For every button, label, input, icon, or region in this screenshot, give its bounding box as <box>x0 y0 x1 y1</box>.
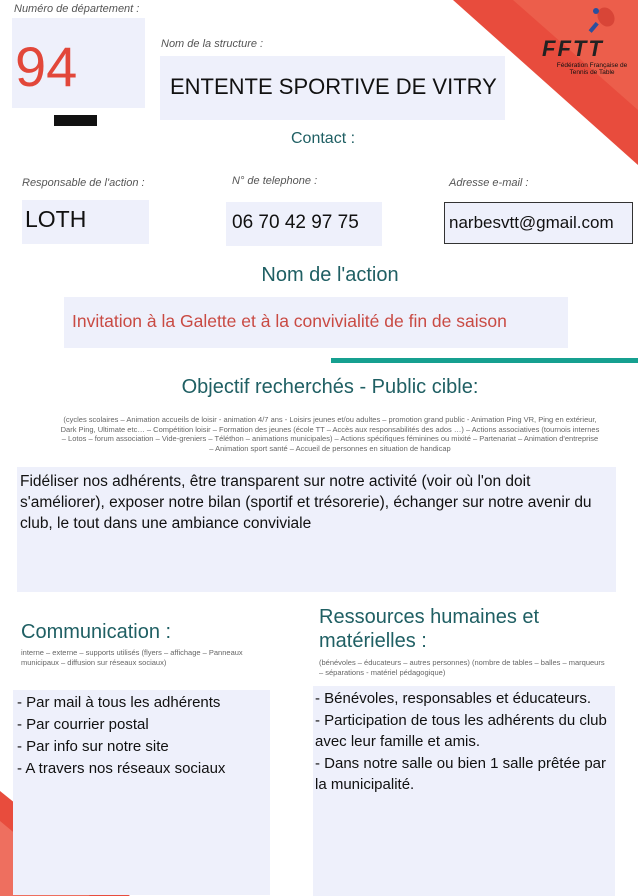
list-item: - Par mail à tous les adhérents <box>17 694 221 711</box>
contact-heading: Contact : <box>291 130 356 147</box>
structure-value: ENTENTE SPORTIVE DE VITRY <box>170 74 497 99</box>
divider-bar <box>331 358 638 363</box>
phone-label: N° de telephone : <box>232 175 318 187</box>
logo-subtitle: Fédération Française de Tennis de Table <box>556 62 628 76</box>
communication-field[interactable] <box>13 690 270 895</box>
objectif-hint: (cycles scolaires – Animation accueils de loisir - animation 4/7 ans - Loisirs jeunes et/ou adultes – promotion grand public - Animation Ping VR, Ping en extérieur, Dark Ping, Ultimate etc… – Compétition loisir – Formation des jeunes (école TT – Accès aux responsabilités des ados …) – Actions associatives (tournois internes – Lotos – forum association – Vide-greniers – Téléthon – animations municipales) – Actions spécifiques féminines ou mixité – Partenariat – Animation d'entreprise – Animation sport santé – Accueil de personnes en situation de handicap <box>60 415 600 453</box>
list-item: - Par courrier postal <box>17 716 149 733</box>
structure-label: Nom de la structure : <box>161 38 264 50</box>
email-label: Adresse e-mail : <box>449 177 529 189</box>
responsable-label: Responsable de l'action : <box>22 177 145 189</box>
communication-hint: interne – externe – supports utilisés (flyers – affichage – Panneaux municipaux – diffusion sur réseaux sociaux) <box>21 648 243 667</box>
ping-pong-racket-icon <box>586 4 622 36</box>
redacted-bar <box>54 115 97 126</box>
departement-label: Numéro de département : <box>14 3 140 15</box>
ressources-heading: Ressources humaines et matérielles : <box>319 606 540 652</box>
list-item: - Par info sur notre site <box>17 738 169 755</box>
objectif-value: Fidéliser nos adhérents, être transparent sur notre activité (voir où l'on doit s'améliorer), exposer notre bilan (sportif et trésorerie), échanger sur notre avenir du club, le tout dans une ambiance conviviale <box>20 473 592 532</box>
objectif-heading: Objectif recherchés - Public cible: <box>181 376 479 398</box>
structure-field[interactable] <box>160 56 505 120</box>
responsable-value: LOTH <box>25 206 87 232</box>
logo-wordmark: FFTT <box>542 36 604 61</box>
objectif-field[interactable] <box>17 467 616 592</box>
list-item: - A travers nos réseaux sociaux <box>17 760 226 777</box>
communication-heading: Communication : <box>21 621 172 643</box>
action-field[interactable] <box>64 297 568 348</box>
ressources-field[interactable] <box>313 686 615 896</box>
fftt-logo <box>538 4 634 80</box>
action-value: Invitation à la Galette et à la convivialité de fin de saison <box>72 311 507 331</box>
phone-field[interactable] <box>226 202 382 246</box>
ressources-value: - Bénévoles, responsables et éducateurs. - Participation de tous les adhérents du club avec leur famille et amis. - Dans notre salle ou bien 1 salle prêtée par la municipalité. <box>315 690 607 794</box>
action-heading: Nom de l'action <box>261 264 399 286</box>
ressources-hint: (bénévoles – éducateurs – autres personnes) (nombre de tables – balles – marqueurs – séparations - matériel pédagogique) <box>319 658 605 677</box>
phone-value: 06 70 42 97 75 <box>232 212 359 233</box>
email-field[interactable] <box>444 202 633 244</box>
responsable-field[interactable] <box>22 200 149 244</box>
email-value: narbesvtt@gmail.com <box>449 213 614 232</box>
departement-value: 94 <box>15 35 78 98</box>
departement-field[interactable] <box>12 18 145 108</box>
